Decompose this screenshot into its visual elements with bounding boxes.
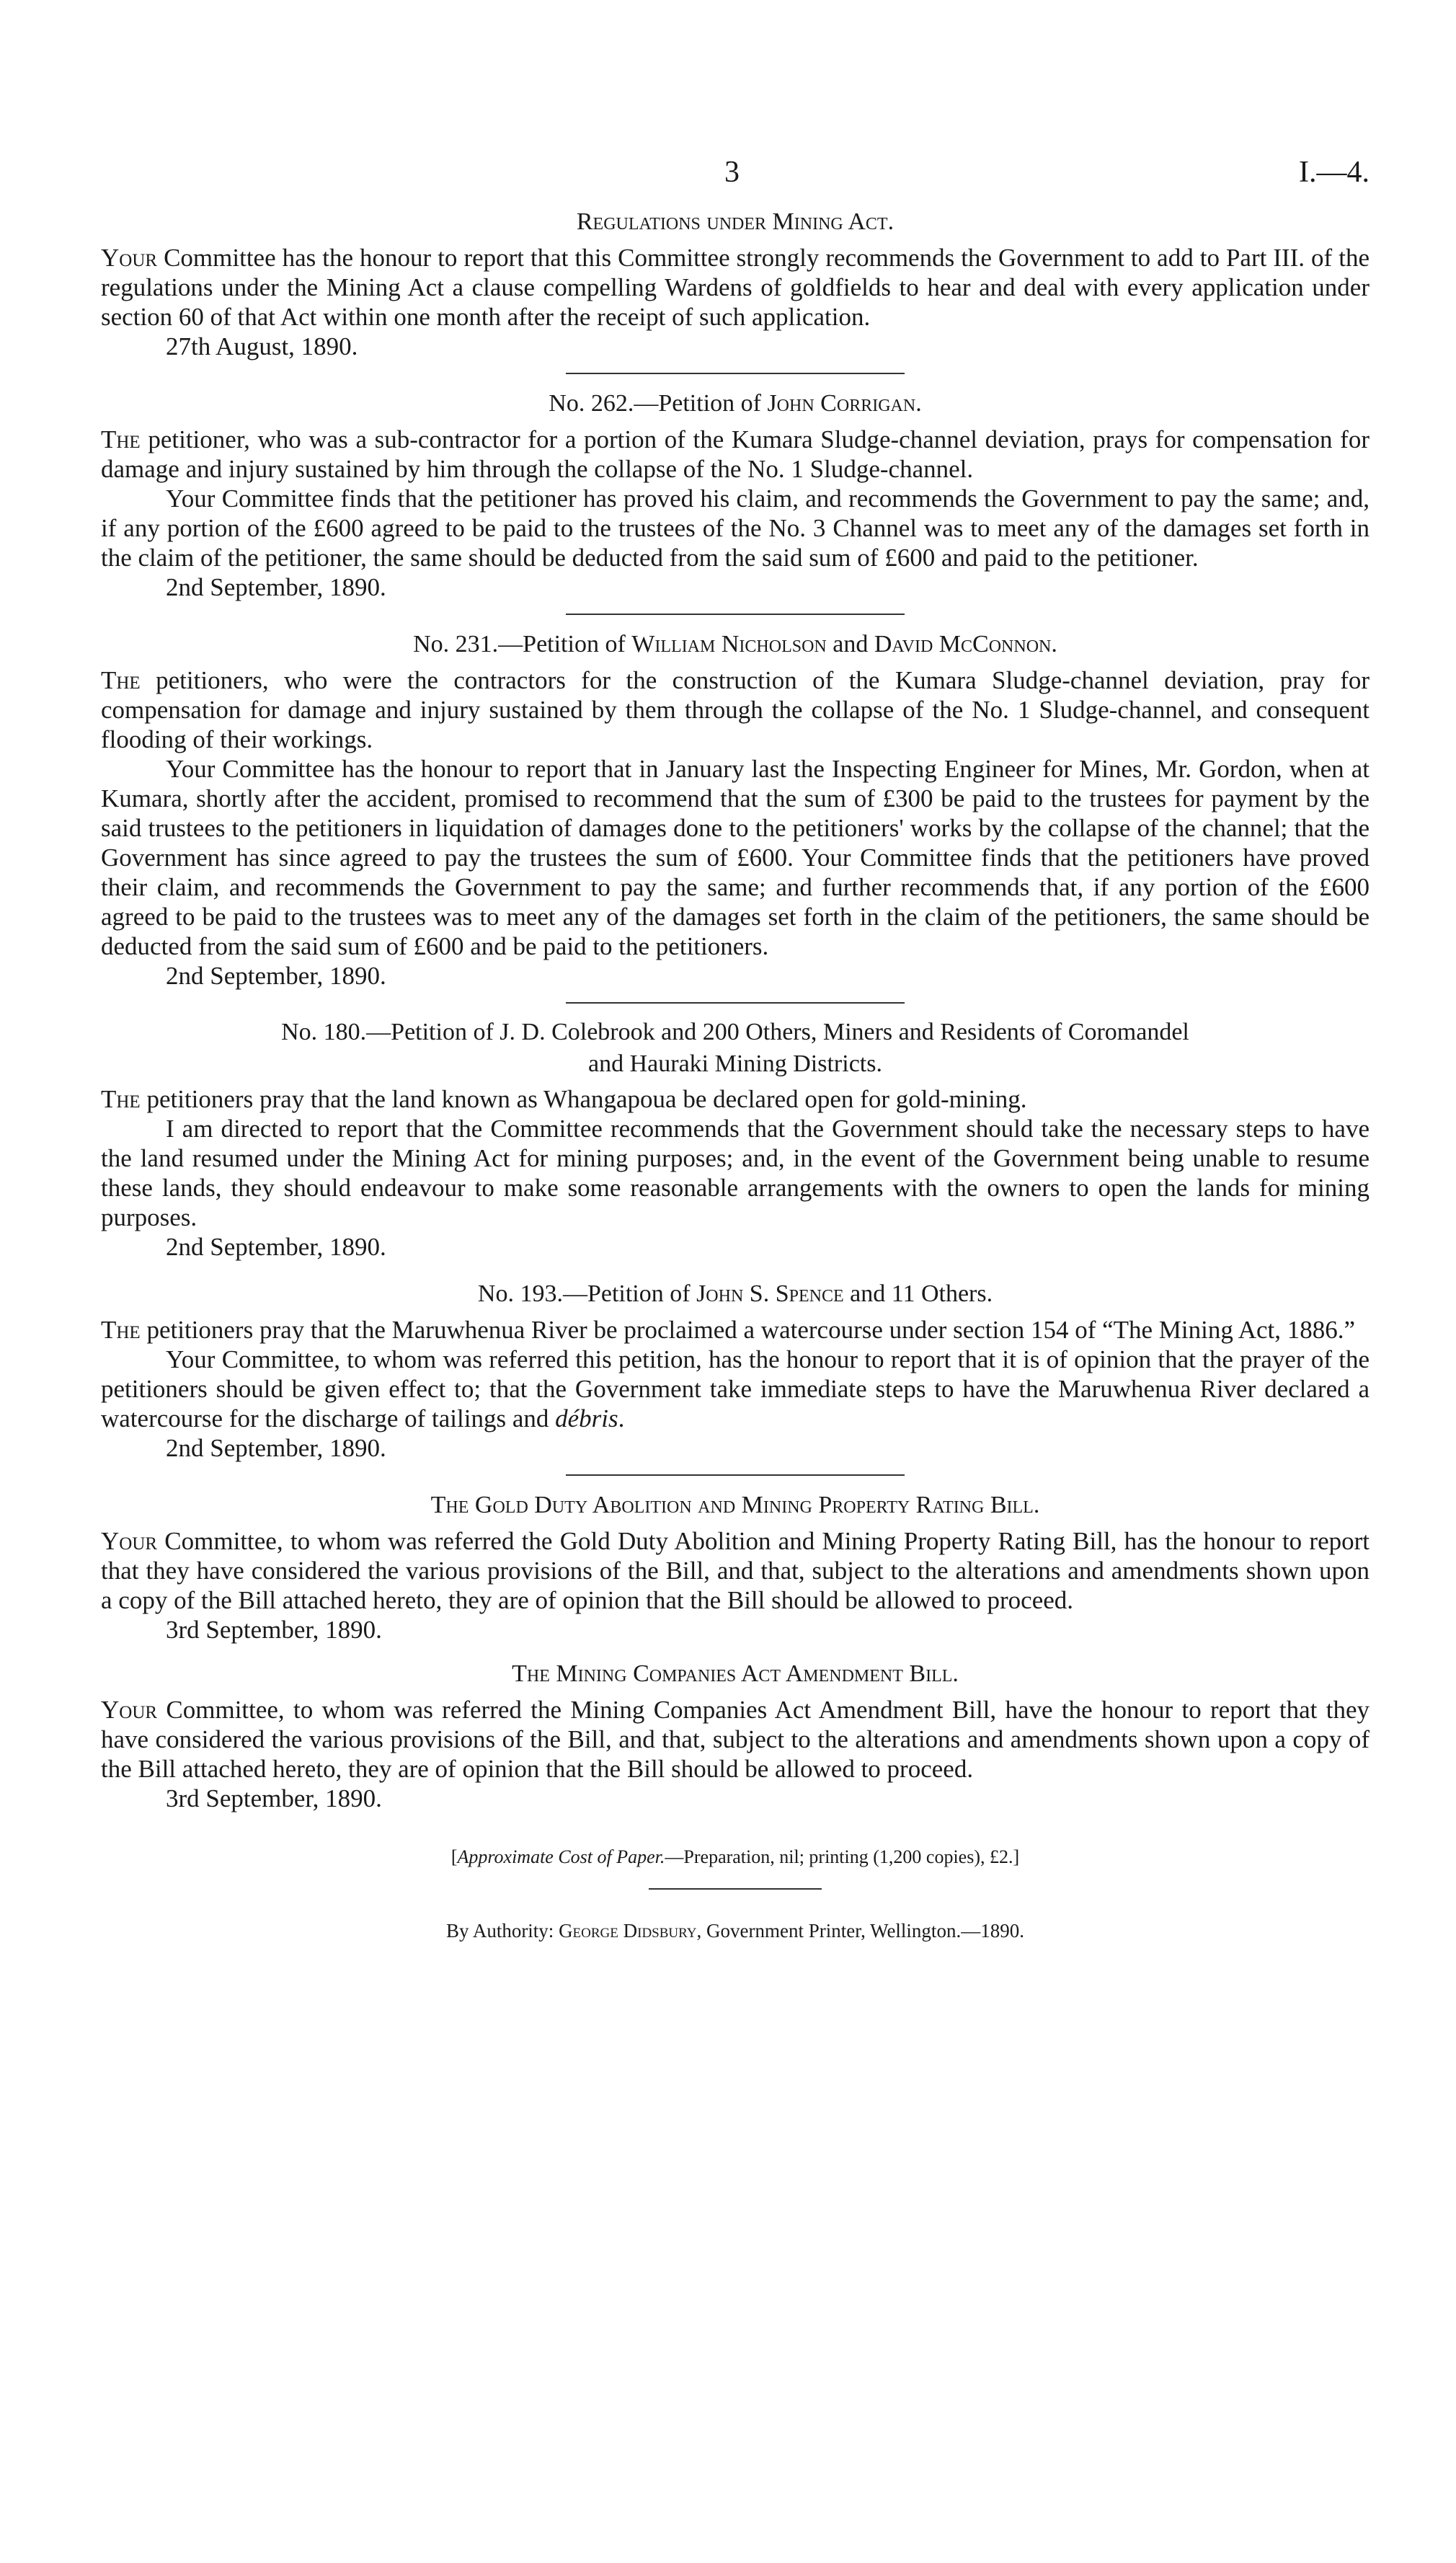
divider (566, 614, 905, 615)
paragraph: Your Committee has the honour to report that this Committee strongly recommends the Government to add to Part III. of the regulations under the Mining Act a clause compelling Wardens of goldfields to hear and deal with every application under section 60 of that Act within one month after the receipt of such application. (101, 244, 1370, 331)
divider (566, 1269, 905, 1270)
section-title: No. 180.—Petition of J. D. Colebrook and 200 Others, Miners and Residents of Coromandel and Hauraki Mining Districts. (281, 1019, 1189, 1077)
document-page (101, 155, 1370, 1943)
section-title: The Gold Duty Abolition and Mining Property Rating Bill. (430, 1492, 1040, 1518)
section-mining-companies-bill (101, 1657, 1370, 1813)
section-title: No. 193.—Petition of John S. Spence and 11 Others. (477, 1280, 993, 1307)
divider (649, 1888, 822, 1890)
paragraph: Your Committee, to whom was referred the Gold Duty Abolition and Mining Property Rating Bill, has the honour to report that they have considered the various provisions of the Bill, and that, subject to the alterations and amendments shown upon a copy of the Bill attached hereto, they are of opinion that the Bill should be allowed to proceed. (101, 1527, 1370, 1614)
printer-imprint: By Authority: George Didsbury, Government Printer, Wellington.—1890. (446, 1920, 1024, 1942)
paragraph: Your Committee finds that the petitioner has proved his claim, and recommends the Government to pay the same; and, if any portion of the £600 agreed to be paid to the trustees of the No. 3 Channel was to meet any of the damages set forth in the claim of the petitioner, the same should be deducted from the said sum of £600 and paid to the petitioner. (101, 484, 1370, 572)
date-line: 2nd September, 1890. (166, 1434, 386, 1462)
section-title: No. 262.—Petition of John Corrigan. (549, 390, 922, 417)
section-gold-duty-bill (101, 1489, 1370, 1645)
page-header (101, 155, 1370, 205)
section-title: Regulations under Mining Act. (576, 208, 895, 235)
divider (566, 373, 905, 374)
section-regulations (101, 205, 1370, 361)
date-line: 3rd September, 1890. (166, 1784, 382, 1812)
date-line: 27th August, 1890. (166, 332, 358, 360)
divider (566, 1650, 905, 1652)
section-title: No. 231.—Petition of William Nicholson and David McConnon. (413, 631, 1057, 658)
paragraph: The petitioners pray that the Maruwhenua River be proclaimed a watercourse under section 154 of “The Mining Act, 1886.” (101, 1316, 1356, 1344)
divider (566, 1002, 905, 1004)
section-petition-262 (101, 387, 1370, 602)
paragraph: Your Committee has the honour to report that in January last the Inspecting Engineer for Mines, Mr. Gordon, when at Kumara, shortly after the accident, promised to recommend that the sum of £300 be paid to the trustees for payment by the said trustees to the petitioners in liquidation of damages done to the petitioners' works by the collapse of the channel; that the Government has since agreed to pay the trustees the sum of £600. Your Committee finds that the petitioners have proved their claim, and recommends the Government to pay the same; and further recommends that, if any portion of the £600 agreed to be paid to the trustees was to meet any of the damages set forth in the claim of the petitioners, the same should be deducted from the said sum of £600 and be paid to the petitioners. (101, 755, 1370, 960)
paragraph: Your Committee, to whom was referred the Mining Companies Act Amendment Bill, have the honour to report that they have considered the various provisions of the Bill, and that, subject to the alterations and amendments shown upon a copy of the Bill attached hereto, they are of opinion that the Bill should be allowed to proceed. (101, 1696, 1370, 1783)
date-line: 2nd September, 1890. (166, 1233, 386, 1261)
section-petition-193 (101, 1278, 1370, 1463)
paragraph: The petitioners pray that the land known as Whangapoua be declared open for gold-mining. (101, 1085, 1027, 1113)
section-title: The Mining Companies Act Amendment Bill. (512, 1660, 959, 1687)
page-number: 3 (724, 156, 740, 189)
paragraph: I am directed to report that the Committee recommends that the Government should take the necessary steps to have the land resumed under the Mining Act for mining purposes; and, in the event of the Government being unable to resume these lands, they should endeavour to make some reasonable arrangements with the owners to open the lands for mining purposes. (101, 1115, 1370, 1231)
divider (566, 1474, 905, 1476)
date-line: 3rd September, 1890. (166, 1616, 382, 1644)
date-line: 2nd September, 1890. (166, 962, 386, 990)
section-petition-231 (101, 628, 1370, 991)
document-reference: I.—4. (1299, 156, 1370, 189)
section-petition-180 (101, 1017, 1370, 1262)
cost-note: [Approximate Cost of Paper.—Preparation, nil; printing (1,200 copies), £2.] (450, 1846, 1020, 1867)
paragraph: Your Committee, to whom was referred this petition, has the honour to report that it is of opinion that the prayer of the petitioners should be given effect to; that the Government take immediate steps to have the Maruwhenua River declared a watercourse for the discharge of tailings and débris. (101, 1345, 1370, 1433)
paragraph: The petitioner, who was a sub-contractor for a portion of the Kumara Sludge-channel deviation, prays for compensation for damage and injury sustained by him through the collapse of the No. 1 Sludge-channel. (101, 425, 1370, 483)
date-line: 2nd September, 1890. (166, 573, 386, 601)
paragraph: The petitioners, who were the contractors for the construction of the Kumara Sludge-channel deviation, pray for compensation for damage and injury sustained by them through the collapse of the No. 1 Sludge-channel, and consequent flooding of their workings. (101, 666, 1370, 753)
